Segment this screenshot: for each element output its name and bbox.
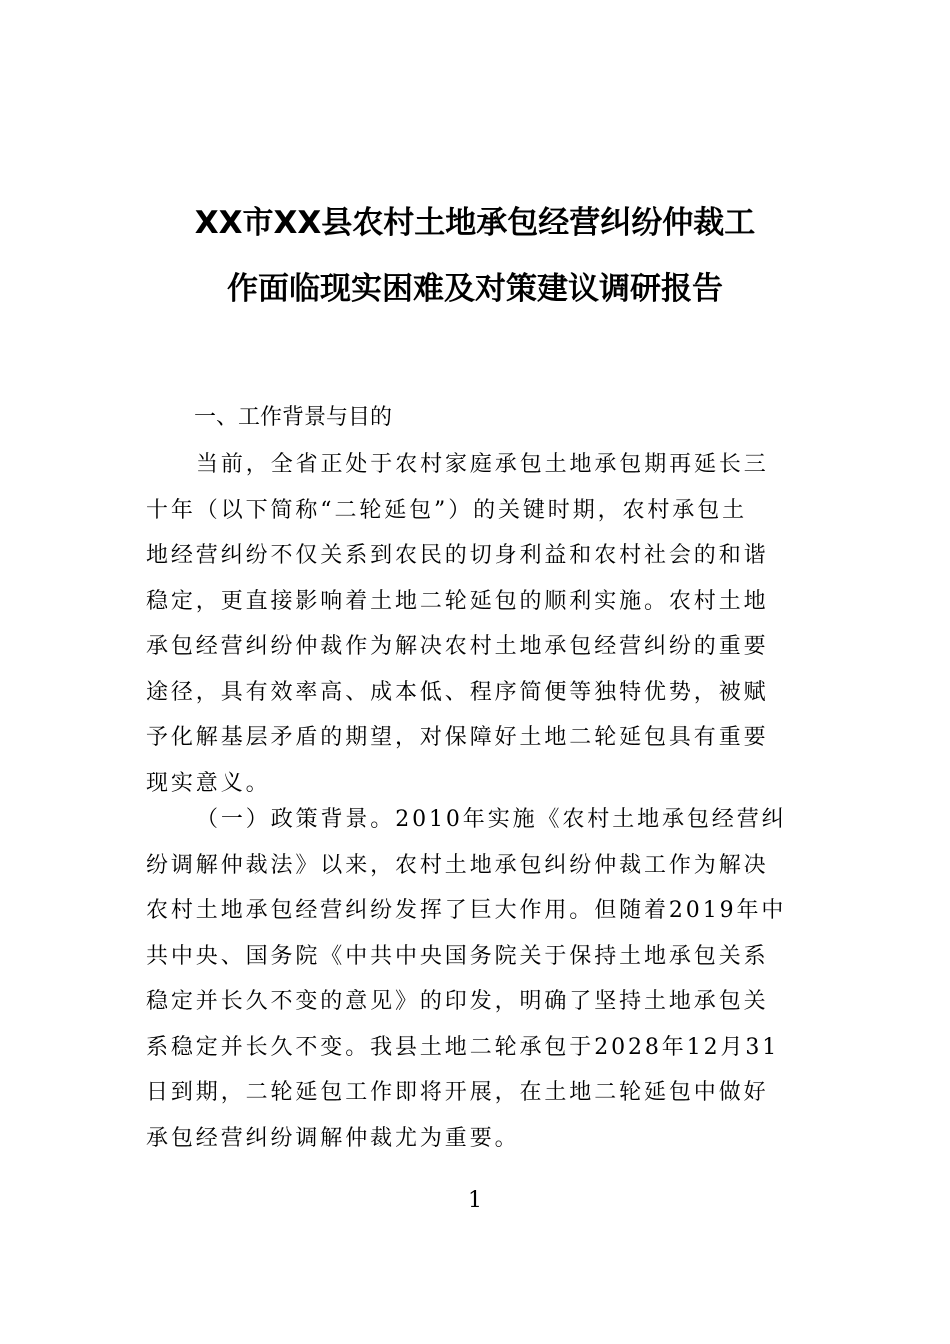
paragraph-policy-background	[146, 797, 806, 1161]
text-line: 稳定，更直接影响着土地二轮延包的顺利实施。农村土地	[146, 588, 769, 614]
text-line: 当前，全省正处于农村家庭承包土地承包期再延长三	[196, 452, 769, 477]
text-line: 系稳定并长久不变。我县土地二轮承包于2028年12月31	[146, 1034, 780, 1060]
text-line: 地经营纠纷不仅关系到农民的切身利益和农村社会的和谐	[146, 543, 769, 568]
page-number: 1	[468, 1188, 482, 1213]
text-line: 承包经营纠纷调解仲裁尤为重要。	[146, 1125, 520, 1151]
text-line: 纷调解仲裁法》以来，农村土地承包纠纷仲裁工作为解决	[146, 852, 769, 878]
text-line: （一）政策背景。2010年实施《农村土地承包经营纠	[196, 807, 787, 832]
text-line: 予化解基层矛盾的期望，对保障好土地二轮延包具有重要	[146, 725, 769, 750]
text-line: 农村土地承包经营纠纷发挥了巨大作用。但随着2019年中	[146, 898, 787, 923]
title-line-2: 作面临现实困难及对策建议调研报告	[227, 271, 723, 307]
document-title	[140, 190, 810, 322]
text-line: 稳定并长久不变的意见》的印发，明确了坚持土地承包关	[146, 989, 769, 1014]
section-heading: 一、工作背景与目的	[194, 405, 393, 430]
text-line: 十年（以下简称“二轮延包”）的关键时期，农村承包土	[146, 497, 747, 523]
paragraph-background	[146, 442, 806, 806]
text-line: 日到期，二轮延包工作即将开展，在土地二轮延包中做好	[146, 1080, 769, 1105]
text-line: 承包经营纠纷仲裁作为解决农村土地承包经营纠纷的重要	[146, 634, 769, 659]
text-line: 现实意义。	[146, 770, 271, 796]
title-line-1: XX市XX县农村土地承包经营纠纷仲裁工	[194, 205, 756, 241]
text-line: 共中央、国务院《中共中央国务院关于保持土地承包关系	[146, 943, 769, 969]
text-line: 途径，具有效率高、成本低、程序简便等独特优势，被赋	[146, 679, 769, 705]
